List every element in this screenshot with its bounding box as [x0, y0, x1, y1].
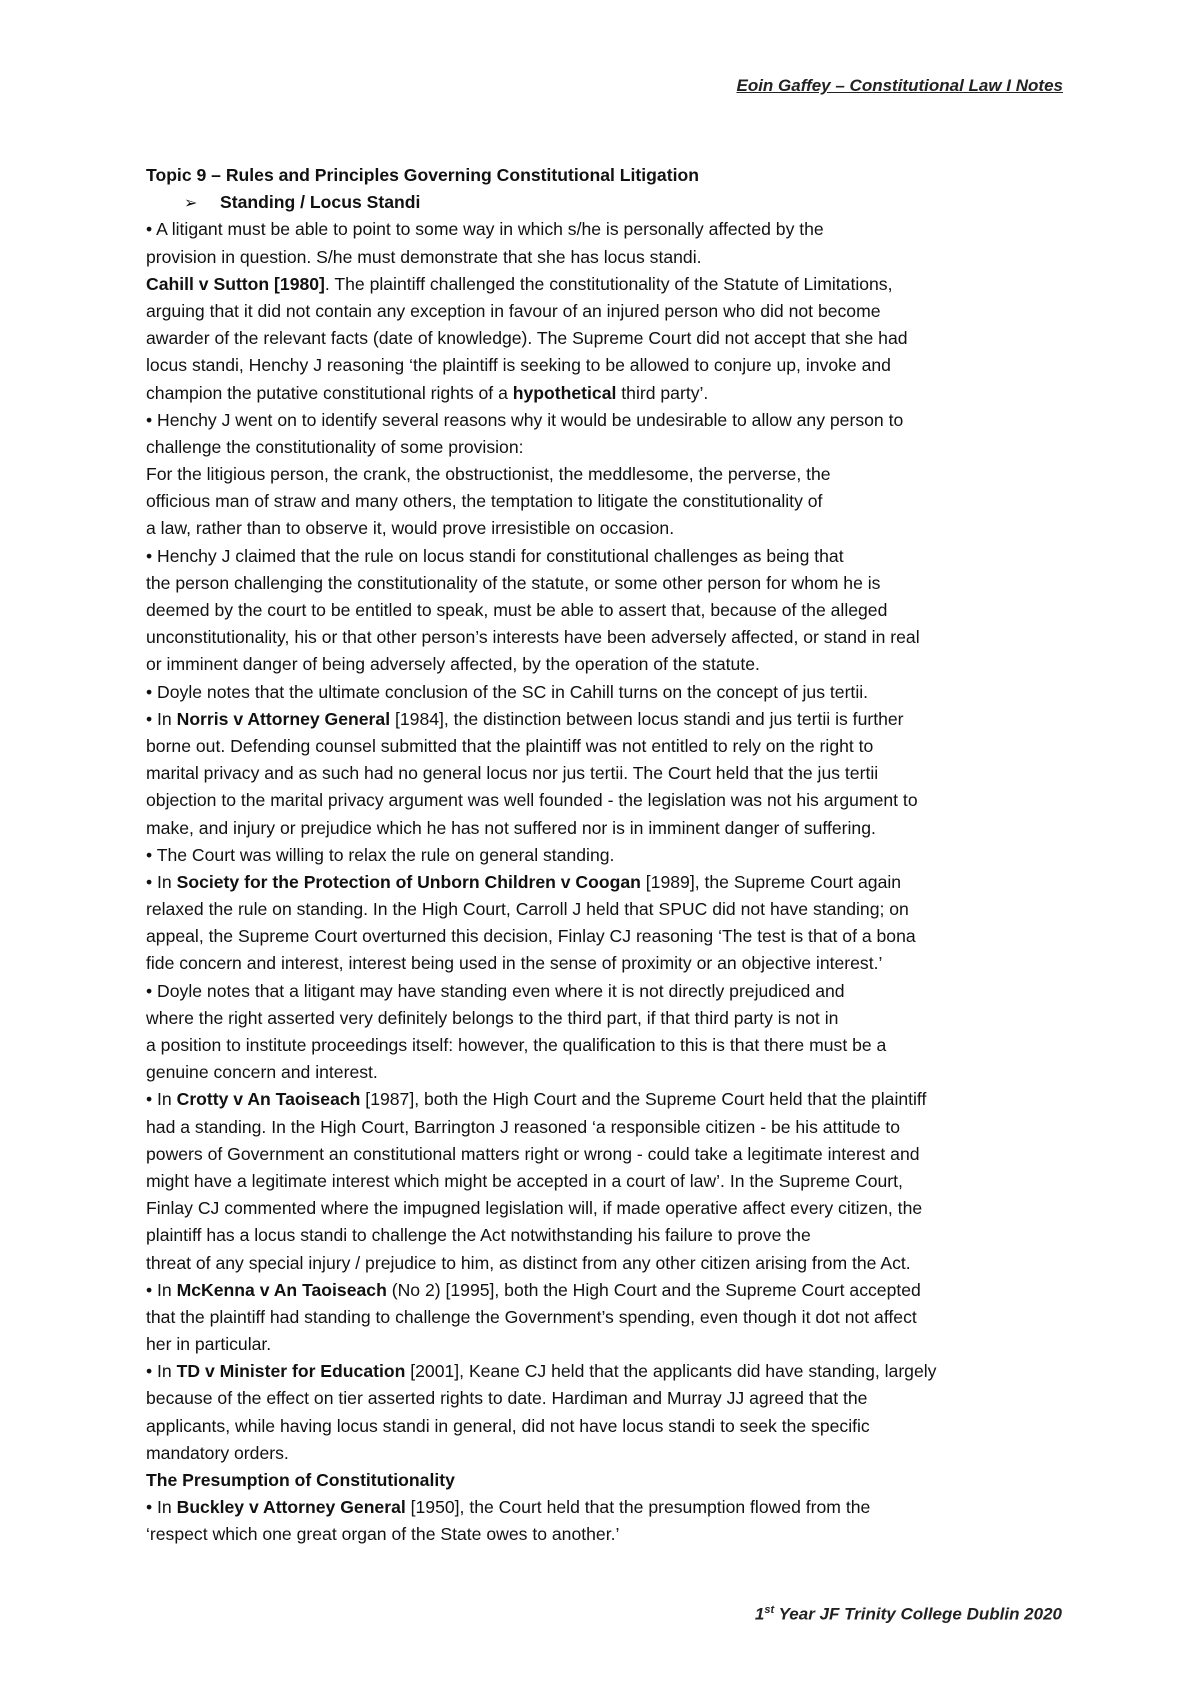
text-line	[146, 1467, 1066, 1494]
text-span: [1989], the Supreme Court again	[640, 871, 902, 892]
text-line	[146, 1358, 1066, 1385]
text-line	[146, 651, 1066, 678]
text-span: • In	[146, 708, 177, 729]
text-span: • Doyle notes that the ultimate conclusion of the SC in Cahill turns on the concept of jus tertii.	[146, 681, 869, 702]
text-span: Finlay CJ commented where the impugned legislation will, if made operative affect every citizen, the	[146, 1198, 923, 1219]
text-span: challenge the constitutionality of some provision:	[146, 436, 524, 457]
text-span: applicants, while having locus standi in general, did not have locus standi to seek the specific	[146, 1415, 870, 1436]
text-span: • Henchy J claimed that the rule on locus standi for constitutional challenges as being that	[146, 545, 844, 566]
text-line	[146, 815, 1066, 842]
footer-ordinal-suffix: st	[764, 1604, 775, 1616]
text-line	[146, 1440, 1066, 1467]
topic-heading	[146, 162, 1066, 189]
text-line	[146, 352, 1066, 379]
text-line	[146, 1222, 1066, 1249]
text-span: third party’.	[616, 382, 709, 403]
bold-text: McKenna v An Taoiseach	[176, 1279, 387, 1300]
text-line	[146, 978, 1066, 1005]
text-span: • In	[146, 1361, 177, 1382]
text-line	[146, 787, 1066, 814]
section-subheading	[146, 189, 1066, 216]
text-line	[146, 1086, 1066, 1113]
text-span: (No 2) [1995], both the High Court and the Supreme Court accepted	[386, 1279, 921, 1300]
text-span: might have a legitimate interest which might be accepted in a court of law’. In the Supreme Court,	[146, 1170, 903, 1191]
text-span: plaintiff has a locus standi to challenge the Act notwithstanding his failure to prove the	[146, 1225, 811, 1246]
text-span: arguing that it did not contain any exception in favour of an injured person who did not become	[146, 300, 881, 321]
text-line	[146, 1195, 1066, 1222]
text-line	[146, 1304, 1066, 1331]
text-span: a position to institute proceedings itself: however, the qualification to this is that there must be a	[146, 1035, 887, 1055]
text-span: genuine concern and interest.	[146, 1062, 378, 1083]
text-line	[146, 461, 1066, 488]
text-span: make, and injury or prejudice which he has not suffered nor is in imminent danger of suffering.	[146, 817, 876, 838]
text-span: that the plaintiff had standing to challenge the Government’s spending, even though it dot not affect	[146, 1306, 917, 1327]
bold-text: Cahill v Sutton [1980]	[146, 273, 325, 294]
text-span: objection to the marital privacy argument was well founded - the legislation was not his argument to	[146, 790, 918, 811]
text-line	[146, 1413, 1066, 1440]
text-span: had a standing. In the High Court, Barrington J reasoned ‘a responsible citizen - be his attitude to	[146, 1116, 901, 1137]
text-line	[146, 434, 1066, 461]
text-line	[146, 597, 1066, 624]
text-span: awarder of the relevant facts (date of knowledge). The Supreme Court did not accept that she had	[146, 328, 908, 349]
text-span: a law, rather than to observe it, would prove irresistible on occasion.	[146, 518, 675, 539]
bold-text: Society for the Protection of Unborn Children v Coogan	[176, 871, 641, 892]
text-span: her in particular.	[146, 1334, 272, 1355]
text-span: relaxed the rule on standing. In the High Court, Carroll J held that SPUC did not have standing; on	[146, 899, 909, 920]
text-line	[146, 706, 1066, 733]
text-line	[146, 842, 1066, 869]
text-span: threat of any special injury / prejudice to him, as distinct from any other citizen arising from the Act.	[146, 1252, 911, 1273]
text-line	[146, 570, 1066, 597]
text-span: appeal, the Supreme Court overturned this decision, Finlay CJ reasoning ‘The test is that of a bona	[146, 926, 916, 947]
text-line	[146, 325, 1066, 352]
text-line	[146, 760, 1066, 787]
text-line	[146, 1141, 1066, 1168]
text-span: • The Court was willing to relax the rule on general standing.	[146, 844, 615, 865]
text-span: ‘respect which one great organ of the State owes to another.’	[146, 1524, 620, 1545]
bold-text: Buckley v Attorney General	[176, 1497, 406, 1518]
arrow-bullet-icon: ➢	[184, 195, 198, 213]
text-line	[146, 1331, 1066, 1358]
footer-text: Year JF Trinity College Dublin 2020	[774, 1604, 1062, 1624]
text-span: [1950], the Court held that the presumption flowed from the	[405, 1497, 871, 1518]
text-line	[146, 216, 1066, 243]
bold-text: TD v Minister for Education	[176, 1361, 406, 1382]
bold-text: The Presumption of Constitutionality	[146, 1470, 455, 1490]
text-span: . The plaintiff challenged the constitutionality of the Statute of Limitations,	[324, 273, 893, 294]
bold-text: hypothetical	[512, 382, 617, 403]
text-span: • Doyle notes that a litigant may have standing even where it is not directly prejudiced and	[146, 980, 845, 1001]
text-span: provision in question. S/he must demonstrate that she has locus standi.	[146, 246, 702, 267]
text-span: For the litigious person, the crank, the obstructionist, the meddlesome, the perverse, the	[146, 464, 831, 485]
footer-year-number: 1	[754, 1604, 765, 1624]
text-span: officious man of straw and many others, the temptation to litigate the constitutionality of	[146, 491, 823, 512]
text-span: • In	[146, 1497, 177, 1518]
text-line	[146, 1521, 1066, 1548]
text-line	[146, 1005, 1066, 1032]
page-footer	[755, 1604, 1062, 1625]
text-line	[146, 624, 1066, 651]
text-span: borne out. Defending counsel submitted that the plaintiff was not entitled to rely on the right to	[146, 735, 874, 756]
bold-text: Norris v Attorney General	[176, 708, 391, 729]
text-span: • A litigant must be able to point to some way in which s/he is personally affected by the	[146, 219, 824, 240]
text-line	[146, 244, 1066, 271]
text-span: [1987], both the High Court and the Supreme Court held that the plaintiff	[360, 1089, 927, 1110]
text-line	[146, 950, 1066, 977]
text-span: or imminent danger of being adversely affected, by the operation of the statute.	[146, 654, 760, 675]
text-line	[146, 271, 1066, 298]
bold-text: Topic 9 – Rules and Principles Governing Constitutional Litigation	[146, 165, 699, 185]
text-span: the person challenging the constitutionality of the statute, or some other person for whom he is	[146, 572, 881, 593]
text-line	[146, 896, 1066, 923]
text-span: • In	[146, 1089, 177, 1110]
text-span: fide concern and interest, interest being used in the sense of proximity or an objective interest.’	[146, 953, 883, 974]
text-line	[146, 1168, 1066, 1195]
text-span: champion the putative constitutional rights of a	[146, 382, 513, 403]
text-span: unconstitutionality, his or that other person’s interests have been adversely affected, or stand in real	[146, 627, 920, 648]
text-line	[146, 1032, 1066, 1059]
text-line	[146, 679, 1066, 706]
text-line	[146, 1114, 1066, 1141]
text-line	[146, 1494, 1066, 1521]
text-span: [1984], the distinction between locus standi and jus tertii is further	[390, 708, 904, 729]
text-span: powers of Government an constitutional matters right or wrong - could take a legitimate interest and	[146, 1143, 920, 1164]
text-span: • In	[146, 871, 177, 892]
text-line	[146, 298, 1066, 325]
document-body	[146, 162, 1066, 1549]
text-line	[146, 1277, 1066, 1304]
text-line	[146, 923, 1066, 950]
text-line	[146, 515, 1066, 542]
text-span: because of the effect on tier asserted rights to date. Hardiman and Murray JJ agreed that the	[146, 1388, 868, 1409]
text-line	[146, 407, 1066, 434]
text-span: where the right asserted very definitely belongs to the third part, if that third party is not in	[146, 1007, 839, 1028]
text-line	[146, 1250, 1066, 1277]
text-span: • In	[146, 1279, 177, 1300]
page-header: Eoin Gaffey – Constitutional Law I Notes	[736, 76, 1063, 95]
text-span: • Henchy J went on to identify several reasons why it would be undesirable to allow any person to	[146, 409, 904, 430]
text-span: locus standi, Henchy J reasoning ‘the plaintiff is seeking to be allowed to conjure up, invoke and	[146, 355, 891, 376]
text-span: mandatory orders.	[146, 1442, 289, 1463]
text-line	[146, 1059, 1066, 1086]
bold-text: Crotty v An Taoiseach	[176, 1089, 361, 1110]
subheading-text: Standing / Locus Standi	[220, 192, 421, 213]
text-line	[146, 543, 1066, 570]
text-line	[146, 869, 1066, 896]
text-span: deemed by the court to be entitled to speak, must be able to assert that, because of the alleged	[146, 600, 888, 620]
text-span: marital privacy and as such had no general locus nor jus tertii. The Court held that the jus tertii	[146, 763, 879, 784]
text-line	[146, 733, 1066, 760]
text-line	[146, 380, 1066, 407]
text-line	[146, 1385, 1066, 1412]
text-span: [2001], Keane CJ held that the applicants did have standing, largely	[405, 1361, 937, 1382]
text-line	[146, 488, 1066, 515]
